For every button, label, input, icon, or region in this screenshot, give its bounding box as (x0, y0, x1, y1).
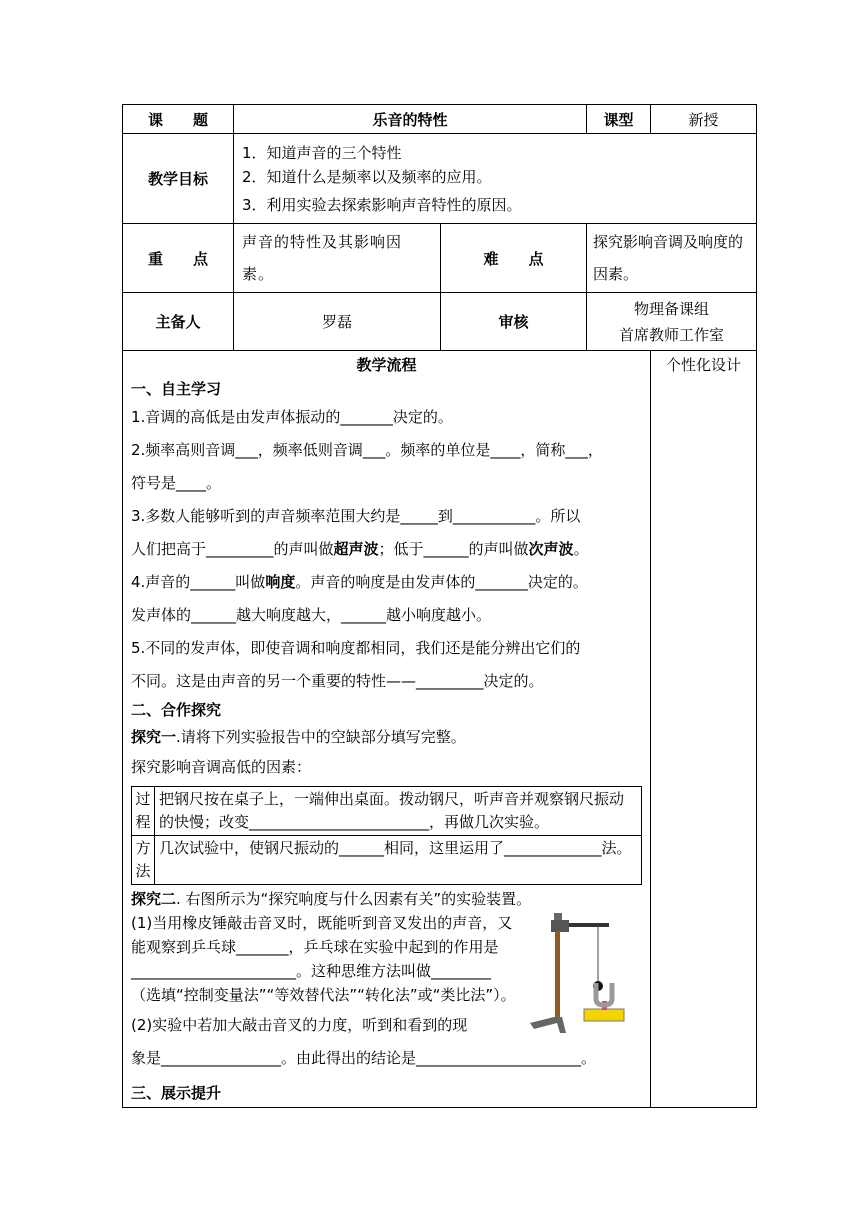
lead-author-value: 罗磊 (234, 293, 441, 351)
lesson-plan-sheet (122, 104, 756, 1108)
experiment-report-table (131, 786, 642, 885)
question-3a: 3.多数人能够听到的声音频率范围大约是_____到___________。所以 (131, 507, 581, 525)
goal-item: 3．利用实验去探索影响声音特性的原因。 (242, 195, 522, 214)
tuning-fork-apparatus-figure (524, 911, 632, 1041)
explore-1-intro: 探究一.请将下列实验报告中的空缺部分填写完整。 (131, 728, 466, 746)
method-label: 方法 (132, 836, 155, 885)
goal-item: 2．知道什么是频率以及频率的应用。 (242, 167, 492, 186)
explore-2-part-2a: (2)实验中若加大敲击音叉的力度，听到和看到的现 (131, 1016, 468, 1034)
type-label: 课型 (587, 105, 651, 134)
method-value: 几次试验中，使钢尺振动的______相同，这里运用了_____________法。 (155, 836, 642, 885)
process-value: 把钢尺按在桌子上，一端伸出桌面。拨动钢尺，听声音并观察钢尺振动的快慢；改变________________________，再做几次实验。 (155, 787, 642, 836)
review-label: 审核 (441, 293, 587, 351)
key-point-value: 声音的特性及其影响因素。 (234, 224, 441, 293)
teaching-flow (123, 351, 651, 1108)
process-label: 过程 (132, 787, 155, 836)
section-heading: 三、展示提升 (131, 1084, 222, 1102)
goal-item: 1．知道声音的三个特性 (242, 143, 402, 162)
explore-1-subtitle: 探究影响音调高低的因素： (131, 758, 312, 776)
lead-author-label: 主备人 (123, 293, 234, 351)
explore-2-part-2b: 象是________________。由此得出的结论是______________________。 (131, 1049, 597, 1067)
goals-list (234, 134, 757, 224)
type-value: 新授 (651, 105, 757, 134)
question-2a: 2.频率高则音调___，频率低则音调___。频率的单位是____，简称___， (131, 441, 603, 459)
question-2b: 符号是____。 (131, 474, 222, 492)
difficulty-value: 探究影响音调及响度的因素。 (587, 224, 757, 293)
explore-2-body (131, 911, 642, 1007)
question-5b: 不同。这是由声音的另一个重要的特性——_________决定的。 (131, 672, 544, 690)
topic-value: 乐音的特性 (234, 105, 587, 134)
question-1: 1.音调的高低是由发声体振动的_______决定的。 (131, 408, 453, 426)
section-heading: 二、合作探究 (131, 701, 222, 719)
question-3b: 人们把高于_________的声叫做超声波；低于______的声叫做次声波。 (131, 540, 589, 558)
question-5a: 5.不同的发声体，即使音调和响度都相同，我们还是能分辨出它们的 (131, 639, 581, 657)
review-line: 物理备课组 (634, 299, 710, 318)
review-line: 首席教师工作室 (619, 325, 725, 344)
explore-2-intro: 探究二. 右图所示为“探究响度与什么因素有关”的实验装置。 (131, 890, 532, 908)
difficulty-label: 难 点 (441, 224, 587, 293)
topic-label: 课 题 (123, 105, 234, 134)
personalized-design-column: 个性化设计 (651, 351, 757, 1108)
explore-2-part-1: (1)当用橡皮锤敲击音叉时，既能听到音叉发出的声音，又能观察到乒乓球_______，乒乓球在实验中起到的作用是______________________。这种思维方法叫做________（选填“控制变量法”“等效替代法”“转化法”或“类比法”）。 (131, 914, 516, 1004)
section-heading: 一、自主学习 (131, 380, 222, 398)
question-4b: 发声体的______越大响度越大，______越小响度越小。 (131, 606, 492, 624)
lesson-plan-table (122, 104, 757, 1108)
goals-label: 教学目标 (123, 134, 234, 224)
key-point-label: 重 点 (123, 224, 234, 293)
review-value (587, 293, 757, 351)
question-4a: 4.声音的______叫做响度。声音的响度是由发声体的_______决定的。 (131, 573, 588, 591)
flow-title: 教学流程 (356, 356, 417, 374)
